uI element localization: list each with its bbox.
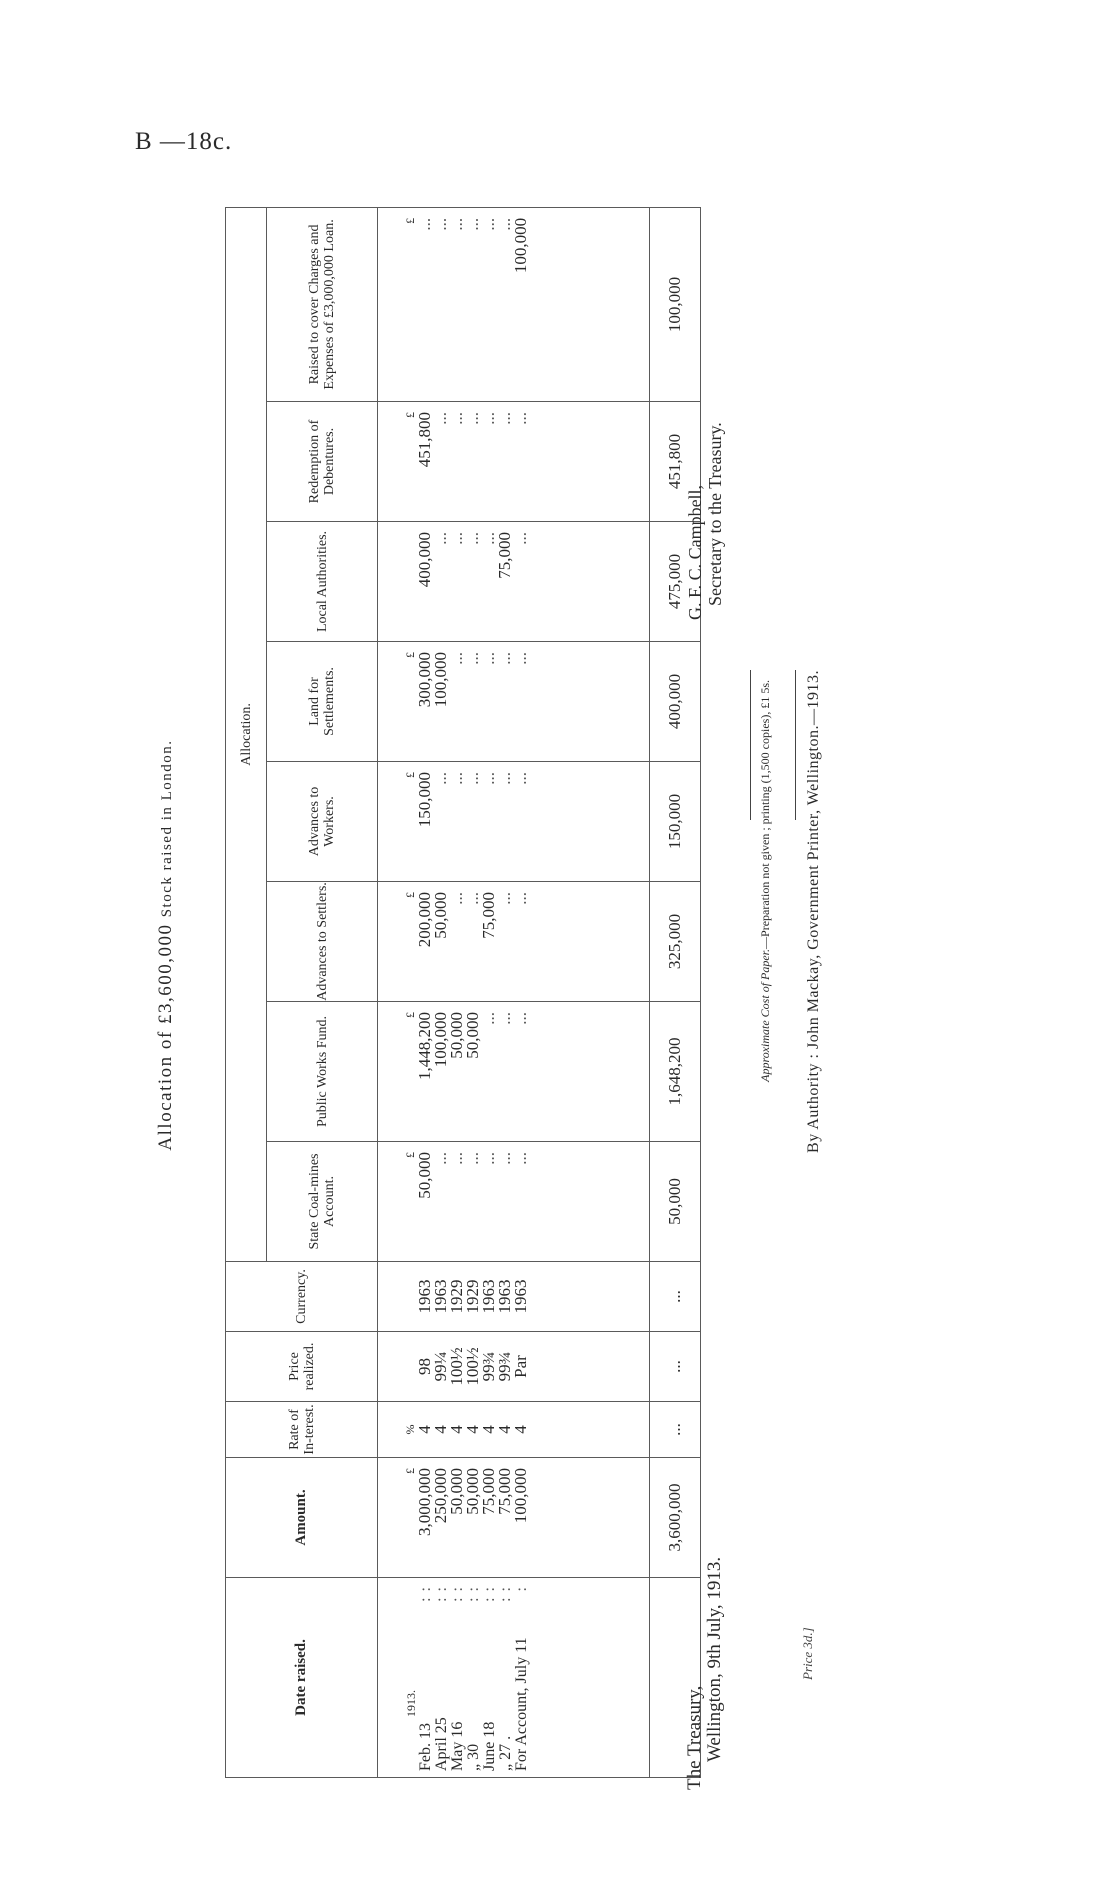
redemption-unit: £ [403, 412, 417, 418]
raised-to-cover-value: ... [479, 217, 498, 231]
header-rate: Rate of In-terest. [226, 1402, 378, 1458]
land-for-settlements-value: 100,000 [431, 652, 450, 708]
raised-to-cover-value: ... [495, 217, 514, 231]
public-works-fund-value: 100,000 [431, 1012, 450, 1068]
state-coal-mines-value: ... [479, 1152, 498, 1165]
secretary-name: G. F. C. Campbell, [685, 484, 705, 620]
public-works-fund-value: ... [479, 1012, 498, 1025]
header-raised-to-cover: Raised to cover Charges and Expenses of £3,000,000 Loan. [267, 207, 378, 401]
leader-dots: : : [497, 1586, 514, 1602]
local-authorities-value: ... [511, 532, 530, 545]
year-label: 1913. [404, 1690, 418, 1717]
prices-value: 99¾ [479, 1351, 498, 1382]
advances-to-workers-value: ... [495, 772, 514, 785]
date-row [481, 1578, 497, 1777]
local-authorities-value: ... [447, 532, 466, 545]
prices-value: Par [511, 1355, 530, 1378]
printer-authority: By Authority : John Mackay, Government Printer, Wellington.—1913. [805, 670, 822, 1153]
redemption-of-debentures-value: ... [431, 412, 450, 425]
date-text: „ 30 [465, 1743, 482, 1771]
local-authorities-value: ... [463, 532, 482, 545]
leader-dots: : : [465, 1586, 482, 1602]
amounts-value: 3,000,000 [415, 1468, 434, 1536]
leader-dots: : : [481, 1586, 498, 1602]
date-row [465, 1578, 481, 1777]
price-note: Price 3d.] [800, 1627, 815, 1680]
header-redemption-debentures: Redemption of Debentures. [267, 402, 378, 522]
allocation-table [225, 207, 701, 1778]
date-text: For Account, July 11 [513, 1637, 530, 1771]
advances-to-settlers-value: ... [495, 892, 514, 905]
amounts-value: 250,000 [431, 1468, 450, 1524]
header-advances-settlers: Advances to Settlers. [267, 882, 378, 1002]
date-row [433, 1578, 449, 1777]
rates-value: 4 [463, 1425, 482, 1434]
date-text: „ 27 . [497, 1735, 514, 1771]
state-coal-mines-value: ... [463, 1152, 482, 1165]
rates-value: 4 [511, 1425, 530, 1434]
state-coal-mines-value: 50,000 [415, 1152, 434, 1199]
secretary-signature [685, 422, 725, 620]
total-amount: 3,600,000 [650, 1458, 701, 1578]
public-works-fund-value: 50,000 [447, 1012, 466, 1059]
land-unit: £ [403, 652, 417, 658]
public-works-fund-value: ... [511, 1012, 530, 1025]
total-state-coal-mines: 50,000 [650, 1142, 701, 1262]
raised-unit: £ [403, 217, 417, 224]
header-amount: Amount. [226, 1458, 378, 1578]
raised-to-cover-value: ... [447, 217, 466, 231]
secretary-title: Secretary to the Treasury. [705, 422, 725, 606]
date-text: June 18 [481, 1721, 498, 1771]
state-coal-mines-value: ... [447, 1152, 466, 1165]
leader-dots: : [513, 1586, 530, 1592]
leader-dots: : : [417, 1586, 434, 1602]
currencies-value: 1963 [495, 1279, 514, 1314]
rotated-content [40, 60, 900, 1830]
amount-unit: £ [403, 1468, 417, 1474]
date-text: April 25 [433, 1717, 450, 1771]
workers-unit: £ [403, 772, 417, 778]
treasury-line: The Treasury, [684, 1685, 705, 1790]
rates-value: 4 [415, 1425, 434, 1434]
advances-to-workers-value: ... [431, 772, 450, 785]
redemption-of-debentures-value: ... [479, 412, 498, 425]
currencies-value: 1963 [431, 1279, 450, 1314]
total-land-settlements: 400,000 [650, 642, 701, 762]
land-for-settlements-value: ... [463, 652, 482, 665]
header-land-settlements: Land for Settlements. [267, 642, 378, 762]
date-text: May 16 [449, 1721, 466, 1771]
advances-to-workers-value: 150,000 [415, 772, 434, 828]
state-coal-mines-value: ... [511, 1152, 530, 1165]
page-reference: B —18c. [135, 128, 233, 155]
raised-to-cover-value: 100,000 [511, 217, 530, 274]
redemption-of-debentures-value: ... [447, 412, 466, 425]
advances-to-settlers-value: 200,000 [415, 892, 434, 948]
date-row [449, 1578, 465, 1777]
local-authorities-value: 75,000 [495, 532, 514, 579]
local-authorities-value: 400,000 [415, 532, 434, 588]
leader-dots: : : [433, 1586, 450, 1602]
header-local-authorities: Local Authorities. [267, 522, 378, 642]
public-works-fund-value: 50,000 [463, 1012, 482, 1059]
state-coal-mines-value: ... [431, 1152, 450, 1165]
header-public-works-fund: Public Works Fund. [267, 1002, 378, 1142]
rate-unit: % [403, 1424, 417, 1435]
total-redemption-debentures: 451,800 [650, 402, 701, 522]
redemption-of-debentures-value: ... [495, 412, 514, 425]
public-works-fund-value: 1,448,200 [415, 1012, 434, 1080]
raised-to-cover-value: ... [415, 217, 434, 231]
currencies-value: 1963 [511, 1279, 530, 1314]
prices-value: 99¼ [431, 1351, 450, 1382]
divider [795, 670, 796, 820]
prices-value: 99¾ [495, 1351, 514, 1382]
raised-to-cover-value: ... [463, 217, 482, 231]
total-advances-workers: 150,000 [650, 762, 701, 882]
land-for-settlements-value: ... [479, 652, 498, 665]
public-works-fund-value: ... [495, 1012, 514, 1025]
settlers-unit: £ [403, 892, 417, 898]
date-row [417, 1578, 433, 1777]
amounts-value: 100,000 [511, 1468, 530, 1524]
date-row [513, 1578, 529, 1777]
redemption-of-debentures-value: ... [511, 412, 530, 425]
raised-to-cover-value: ... [431, 217, 450, 231]
page-title [155, 60, 177, 1830]
rates-value: 4 [431, 1425, 450, 1434]
advances-to-workers-value: ... [511, 772, 530, 785]
header-state-coal-mines: State Coal-mines Account. [267, 1142, 378, 1262]
currencies-value: 1963 [479, 1279, 498, 1314]
prices-value: 100½ [463, 1347, 482, 1386]
treasury-signature [685, 1557, 725, 1790]
land-for-settlements-value: ... [495, 652, 514, 665]
prices-value: 100½ [447, 1347, 466, 1386]
date-column [378, 1578, 650, 1778]
redemption-of-debentures-value: ... [463, 412, 482, 425]
advances-to-settlers-value: ... [447, 892, 466, 905]
coal-unit: £ [403, 1152, 417, 1158]
redemption-of-debentures-value: 451,800 [415, 412, 434, 468]
advances-to-workers-value: ... [447, 772, 466, 785]
prices-value: 98 [415, 1358, 434, 1375]
cost-label: Approximate Cost of Paper. [758, 948, 772, 1082]
total-price: ... [650, 1332, 701, 1402]
advances-to-settlers-value: 50,000 [431, 892, 450, 939]
header-date-raised: Date raised. [226, 1578, 378, 1778]
total-public-works-fund: 1,648,200 [650, 1002, 701, 1142]
cost-note [758, 680, 773, 1400]
total-currency: ... [650, 1262, 701, 1332]
total-local-authorities: 475,000 [650, 522, 701, 642]
local-authorities-value: ... [479, 532, 498, 545]
date-text: Feb. 13 [417, 1723, 434, 1771]
local-authorities-value: ... [431, 532, 450, 545]
date-line: Wellington, 9th July, 1913. [704, 1556, 725, 1762]
cost-text: —Preparation not given ; printing (1,500 copies), £1 5s. [758, 680, 772, 949]
land-for-settlements-value: ... [511, 652, 530, 665]
total-raised-to-cover: 100,000 [650, 207, 701, 401]
amounts-value: 75,000 [479, 1468, 498, 1515]
title-main: Allocation of £3,600,000 [155, 917, 176, 1151]
advances-to-settlers-value: ... [463, 892, 482, 905]
works-unit: £ [403, 1012, 417, 1018]
rates-value: 4 [447, 1425, 466, 1434]
header-advances-workers: Advances to Workers. [267, 762, 378, 882]
amounts-value: 50,000 [447, 1468, 466, 1515]
amounts-value: 50,000 [463, 1468, 482, 1515]
currencies-value: 1929 [447, 1279, 466, 1314]
land-for-settlements-value: ... [447, 652, 466, 665]
leader-dots: : : [449, 1586, 466, 1602]
currencies-value: 1963 [415, 1279, 434, 1314]
date-row [497, 1578, 513, 1777]
rates-value: 4 [495, 1425, 514, 1434]
header-allocation: Allocation. [226, 207, 267, 1261]
land-for-settlements-value: 300,000 [415, 652, 434, 708]
divider [750, 670, 751, 820]
rates-value: 4 [479, 1425, 498, 1434]
advances-to-settlers-value: ... [511, 892, 530, 905]
total-rate: ... [650, 1402, 701, 1458]
header-price: Price realized. [226, 1332, 378, 1402]
currencies-value: 1929 [463, 1279, 482, 1314]
advances-to-workers-value: ... [463, 772, 482, 785]
title-smallcaps: Stock raised in London. [159, 739, 175, 918]
amounts-value: 75,000 [495, 1468, 514, 1515]
header-currency: Currency. [226, 1262, 378, 1332]
advances-to-settlers-value: 75,000 [479, 892, 498, 939]
state-coal-mines-value: ... [495, 1152, 514, 1165]
advances-to-workers-value: ... [479, 772, 498, 785]
total-advances-settlers: 325,000 [650, 882, 701, 1002]
